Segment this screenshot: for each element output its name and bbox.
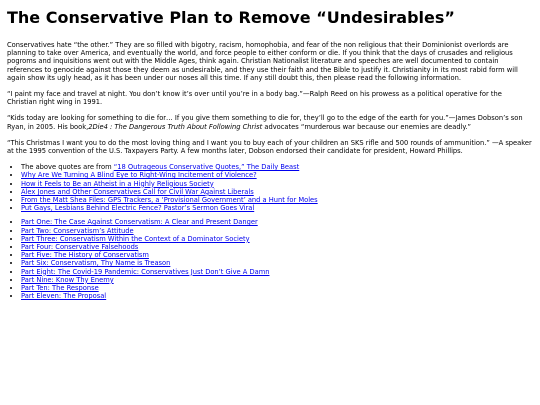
part-link[interactable]: Part Two: Conservatism’s Attitude <box>21 226 134 235</box>
part-link[interactable]: Part Eleven: The Proposal <box>21 292 107 301</box>
part-link[interactable]: Part Ten: The Response <box>21 284 99 293</box>
list-item <box>21 204 532 212</box>
list-item <box>21 292 532 300</box>
page-title: The Conservative Plan to Remove “Undesirables” <box>7 8 455 27</box>
sources-lead-text: The above quotes are from <box>21 163 114 172</box>
sources-list <box>7 163 532 212</box>
parts-list <box>7 218 532 300</box>
part-link[interactable]: Part Five: The History of Conservatism <box>21 251 149 260</box>
list-item <box>21 218 532 226</box>
quote-taxpayers-party: “This Christmas I want you to do the most loving thing and I want you to buy each of your children an SKS rifle and 500 rounds of ammunition.” —A speaker at the 1995 convention of the U.S. Taxpayers Party. A few months later, Dobson endorsed their candidate for president, Howard Phillips. <box>7 138 532 156</box>
list-item <box>21 163 532 171</box>
list-item <box>21 243 532 251</box>
source-link[interactable]: Put Gays, Lesbians Behind Electric Fence? Pastor’s Sermon Goes Viral <box>21 204 255 213</box>
quote-ryan-dobson-text: “Kids today are looking for something to die for… If you give them something to die for, they’ll go to the edge of the earth for you.”—James Dobson’s son Ryan, in 2005. His book, <box>7 114 523 131</box>
list-item <box>21 235 532 243</box>
source-link[interactable]: From the Matt Shea Files: GPS Trackers, a ‘Provisional Government’ and a Hunt for Moles <box>21 196 318 205</box>
quote-ryan-dobson <box>7 114 532 130</box>
intro-paragraph: Conservatives hate “the other.” They are so filled with bigotry, racism, homophobia, and fear of the non religious that their Dominionist overlords are planning to take over America, and eventually the world, and force people to either conform or die. If you think that the days of crusades and religious pogroms and inquisitions went out with the Middle Ages, think again. Christian Nationalist literature and speeches are well documented to contain references to genocide against those they deem as undesirable, and they use their faith and the Bible to justify it. Christianity in its most rabid form will again show its ugly head, as it has been under our noses all this time. If any still doubt this, then please read the following information. <box>7 41 518 82</box>
source-link[interactable]: “18 Outrageous Conservative Quotes,” The Daily Beast <box>113 163 300 172</box>
list-item <box>21 180 532 188</box>
part-link[interactable]: Part One: The Case Against Conservatism: A Clear and Present Danger <box>21 218 258 227</box>
quote-ryan-dobson-tail: advocates “murderous war because our enemies are deadly.” <box>262 122 472 131</box>
part-link[interactable]: Part Nine: Know Thy Enemy <box>21 275 114 284</box>
book-title: 2Die4 : The Dangerous Truth About Following Christ <box>88 122 263 131</box>
source-link[interactable]: Why Are We Turning A Blind Eye to Right-Wing Incitement of Violence? <box>21 171 257 180</box>
source-link[interactable]: Alex Jones and Other Conservatives Call for Civil War Against Liberals <box>21 187 254 196</box>
list-item <box>21 196 532 204</box>
list-item <box>21 227 532 235</box>
list-item <box>21 171 532 179</box>
list-item <box>21 276 532 284</box>
quote-ralph-reed: “I paint my face and travel at night. You don’t know it’s over until you’re in a body bag.”—Ralph Reed on his prowess as a political operative for the Christian right wing in 1991. <box>7 90 502 107</box>
list-item <box>21 188 532 196</box>
part-link[interactable]: Part Eight: The Covid-19 Pandemic: Conservatives Just Don’t Give A Damn <box>21 267 270 276</box>
source-link[interactable]: How it Feels to Be an Atheist in a Highly Religious Society <box>21 179 214 188</box>
list-item <box>21 284 532 292</box>
part-link[interactable]: Part Four: Conservative Falsehoods <box>21 243 139 252</box>
list-item <box>21 268 532 276</box>
part-link[interactable]: Part Three: Conservatism Within the Context of a Dominator Society <box>21 234 250 243</box>
part-link[interactable]: Part Six: Conservatism, Thy Name is Treason <box>21 259 171 268</box>
list-item <box>21 251 532 259</box>
list-item <box>21 259 532 267</box>
